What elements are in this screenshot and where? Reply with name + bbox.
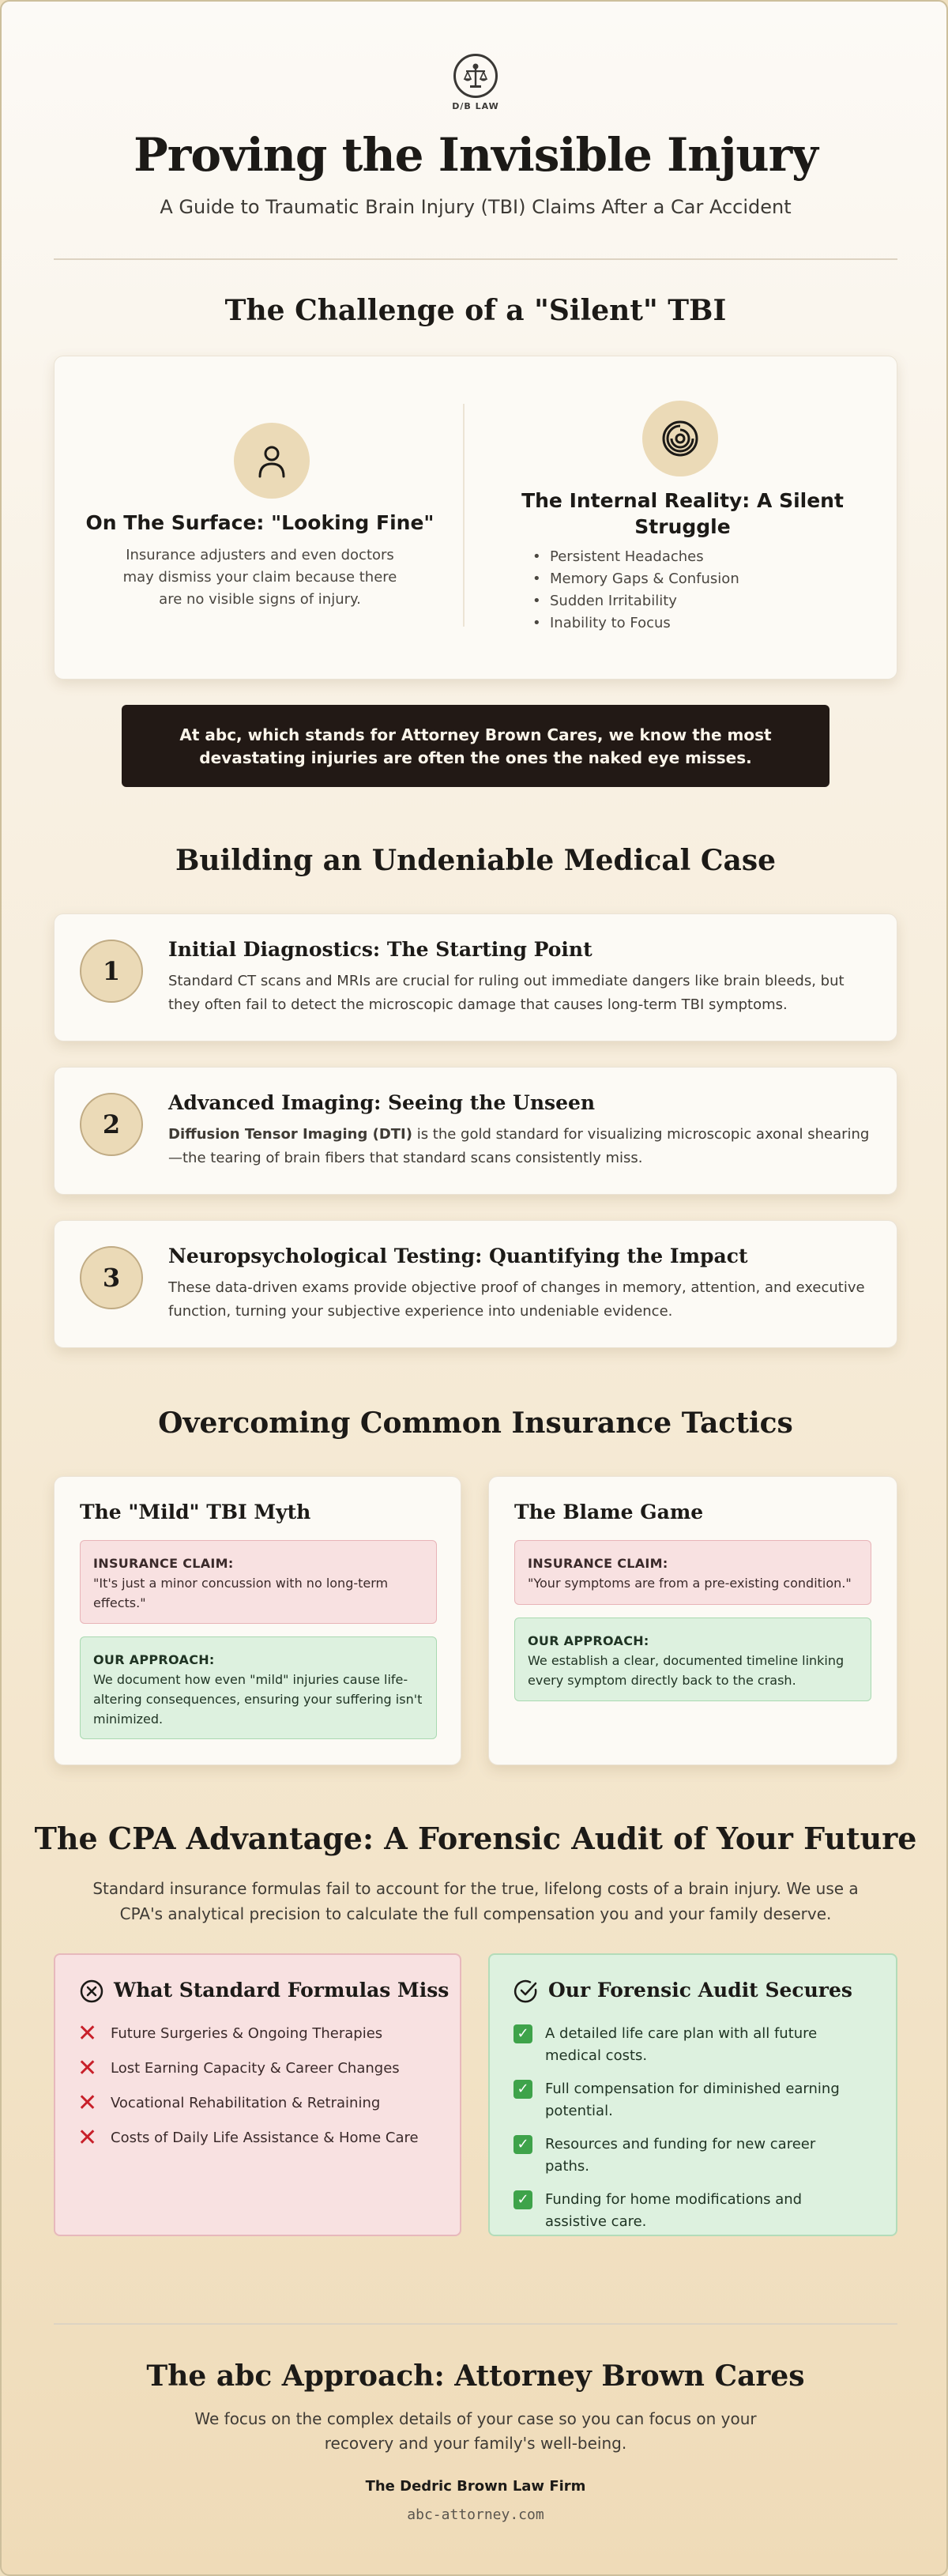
list-item xyxy=(77,2124,419,2162)
tactics-section-title: Overcoming Common Insurance Tactics xyxy=(158,1407,793,1440)
step-title: Neuropsychological Testing: Quantifying the Impact xyxy=(168,1245,748,1267)
abc-banner: At abc, which stands for Attorney Brown Cares, we know the most devastating injuries are often the ones the naked eye misses. xyxy=(122,705,830,787)
checkbox-check-icon: ✓ xyxy=(514,2024,532,2043)
x-icon: ✕ xyxy=(77,2124,98,2152)
list-item: • Inability to Focus xyxy=(525,612,739,635)
challenge-section-title: The Challenge of a "Silent" TBI xyxy=(224,294,727,327)
step-number: 1 xyxy=(80,940,143,1003)
surface-text: Insurance adjusters and even doctors may dismiss your claim because there are no visible signs of injury. xyxy=(122,547,397,608)
cpa-section-title: The CPA Advantage: A Forensic Audit of Your Future xyxy=(34,1821,917,1856)
our-approach-box xyxy=(80,1636,437,1739)
step-card xyxy=(54,913,897,1041)
tactic-card-blame-game xyxy=(488,1476,897,1765)
list-item xyxy=(512,2078,860,2122)
claim-text: "Your symptoms are from a pre-existing condition." xyxy=(528,1576,852,1591)
x-icon: ✕ xyxy=(77,2020,98,2047)
audit-secures-card xyxy=(488,1953,897,2236)
list-item: • Persistent Headaches xyxy=(525,546,739,568)
tactic-card-mild-myth xyxy=(54,1476,461,1765)
list-item xyxy=(77,2089,419,2127)
approach-text: We document how even "mild" injuries cause life-altering consequences, ensuring your suffering isn't minimized. xyxy=(93,1672,423,1727)
approach-text: We establish a clear, documented timeline linking every symptom directly back to the crash. xyxy=(528,1653,845,1688)
secure-list xyxy=(512,2023,860,2244)
internal-title: The Internal Reality: A Silent Struggle xyxy=(521,489,844,538)
list-item xyxy=(512,2023,860,2067)
step-text xyxy=(168,1123,871,1170)
step-title: Initial Diagnostics: The Starting Point xyxy=(168,938,592,961)
secure-item-text: A detailed life care plan with all future medical costs. xyxy=(545,2025,818,2064)
step-card xyxy=(54,1220,897,1348)
footer-title: The abc Approach: Attorney Brown Cares xyxy=(146,2359,805,2393)
column-divider xyxy=(463,404,465,627)
tactic-title: The "Mild" TBI Myth xyxy=(80,1501,311,1523)
formulas-miss-card xyxy=(54,1953,461,2236)
our-approach-box xyxy=(514,1618,871,1701)
step-text-rest: is the gold standard for visualizing microscopic axonal shearing—the tearing of brain fibers that standard scans consistently miss. xyxy=(168,1126,870,1166)
insurance-claim-box xyxy=(514,1540,871,1605)
step-number: 2 xyxy=(80,1093,143,1156)
secure-item-text: Funding for home modifications and assistive care. xyxy=(545,2191,803,2230)
step-text: Standard CT scans and MRIs are crucial for ruling out immediate dangers like brain bleeds, but they often fail to detect the microscopic damage that causes long-term TBI symptoms. xyxy=(168,973,845,1013)
secure-item-text: Resources and funding for new career paths. xyxy=(545,2136,816,2175)
step-card xyxy=(54,1067,897,1195)
checkbox-check-icon: ✓ xyxy=(514,2135,532,2154)
tactic-title: The Blame Game xyxy=(514,1501,704,1523)
step-text: These data-driven exams provide objective proof of changes in memory, attention, and executive function, turning your subjective experience into undeniable evidence. xyxy=(168,1279,865,1320)
claim-label: INSURANCE CLAIM: xyxy=(93,1556,234,1571)
approach-label: OUR APPROACH: xyxy=(93,1652,215,1667)
divider xyxy=(54,2323,897,2325)
claim-text: "It's just a minor concussion with no long-term effects." xyxy=(93,1576,389,1610)
list-item: • Sudden Irritability xyxy=(525,590,739,612)
insurance-claim-box xyxy=(80,1540,437,1624)
firm-name: The Dedric Brown Law Firm xyxy=(365,2478,586,2495)
person-icon xyxy=(234,423,310,499)
list-item xyxy=(512,2133,860,2178)
x-circle-icon xyxy=(79,1979,104,2004)
cpa-intro: Standard insurance formulas fail to account for the true, lifelong costs of a brain injury. We use a CPA's analytical precision to calculate the full compensation you and your family deserve. xyxy=(92,1879,859,1923)
step-number: 3 xyxy=(80,1246,143,1309)
list-item xyxy=(77,2054,419,2092)
list-item: • Memory Gaps & Confusion xyxy=(525,568,739,590)
page-title: Proving the Invisible Injury xyxy=(134,128,818,182)
miss-item-text: Vocational Rehabilitation & Retraining xyxy=(111,2095,381,2111)
approach-label: OUR APPROACH: xyxy=(528,1633,649,1648)
miss-title: What Standard Formulas Miss xyxy=(114,1979,450,2002)
medical-section-title: Building an Undeniable Medical Case xyxy=(175,844,777,877)
challenge-card xyxy=(54,356,897,680)
x-icon: ✕ xyxy=(77,2054,98,2082)
step-title: Advanced Imaging: Seeing the Unseen xyxy=(168,1091,596,1114)
claim-label: INSURANCE CLAIM: xyxy=(528,1556,668,1571)
miss-item-text: Lost Earning Capacity & Career Changes xyxy=(111,2060,400,2077)
miss-list xyxy=(77,2020,419,2162)
miss-item-text: Costs of Daily Life Assistance & Home Care xyxy=(111,2130,419,2146)
list-item xyxy=(77,2020,419,2058)
dti-term: Diffusion Tensor Imaging (DTI) xyxy=(168,1126,412,1143)
miss-item-text: Future Surgeries & Ongoing Therapies xyxy=(111,2025,383,2042)
checkbox-check-icon: ✓ xyxy=(514,2190,532,2209)
logo-text: D/B LAW xyxy=(452,101,499,111)
secure-item-text: Full compensation for diminished earning potential. xyxy=(545,2081,840,2119)
check-circle-icon xyxy=(514,1979,539,2004)
firm-logo xyxy=(451,54,500,117)
surface-title: On The Surface: "Looking Fine" xyxy=(85,511,434,534)
symptom-list xyxy=(525,546,739,635)
page-subtitle: A Guide to Traumatic Brain Injury (TBI) Claims After a Car Accident xyxy=(160,196,792,218)
footer-text: We focus on the complex details of your case so you can focus on your recovery and your family's well-being. xyxy=(194,2409,757,2453)
checkbox-check-icon: ✓ xyxy=(514,2080,532,2099)
brain-icon xyxy=(642,401,718,476)
firm-url[interactable]: abc-attorney.com xyxy=(407,2506,544,2523)
list-item xyxy=(512,2189,860,2233)
x-icon: ✕ xyxy=(77,2089,98,2117)
divider xyxy=(54,258,897,260)
scales-icon xyxy=(453,54,498,98)
secure-title: Our Forensic Audit Secures xyxy=(548,1979,852,2002)
